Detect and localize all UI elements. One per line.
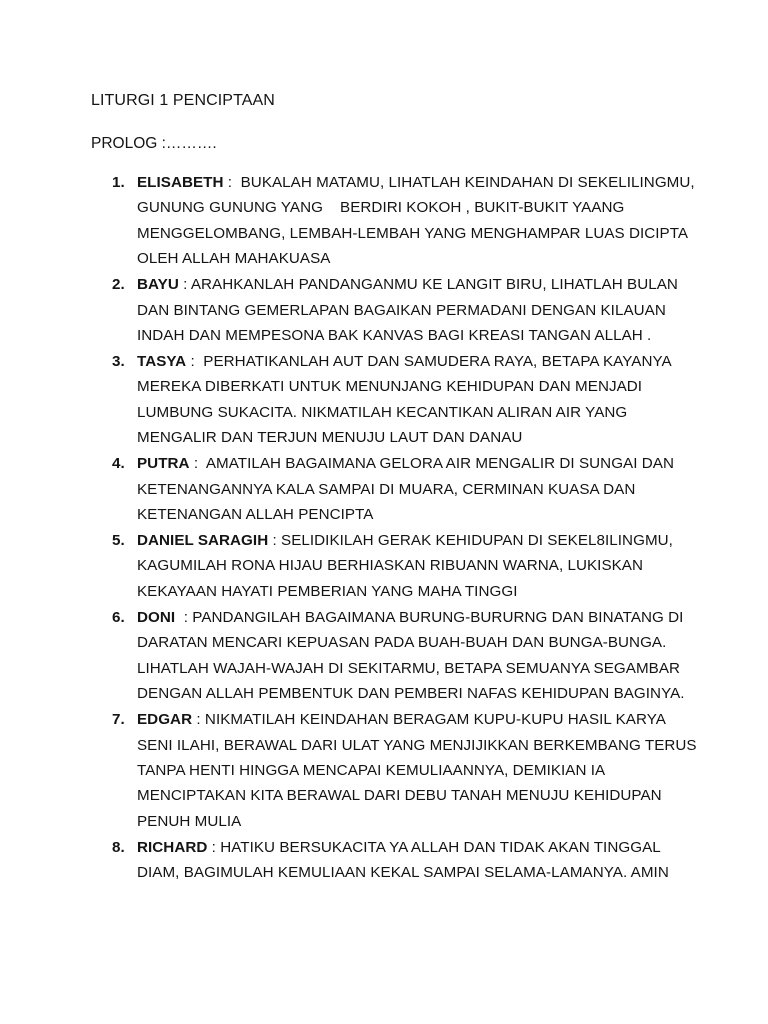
speaker-name: RICHARD — [137, 838, 208, 856]
speaker-text: HATIKU BERSUKACITA YA ALLAH DAN TIDAK AKAN TINGGAL — [220, 838, 661, 856]
document-title: LITURGI 1 PENCIPTAAN — [91, 92, 275, 109]
item-number: 6. — [112, 608, 125, 626]
speaker-name: BAYU — [137, 276, 179, 294]
speaker-text: PANDANGILAH BAGAIMANA BURUNG-BURURNG DAN BINATANG DI — [192, 608, 684, 626]
speaker-separator: : — [186, 353, 204, 371]
speaker-separator: : — [223, 174, 241, 191]
item-text-line: GUNUNG GUNUNG YANG BERDIRI KOKOH , BUKIT-BUKIT YAANG — [137, 199, 625, 217]
list-item — [0, 707, 697, 834]
speaker-text: NIKMATILAH KEINDAHAN BERAGAM KUPU-KUPU HASIL KARYA — [204, 711, 666, 729]
item-text-line: MENCIPTAKAN KITA BERAWAL DARI DEBU TANAH MENUJU KEHIDUPAN — [137, 787, 662, 805]
item-text-line: KAGUMILAH RONA HIJAU BERHIASKAN RIBUANN WARNA, LUKISKAN — [137, 557, 644, 575]
item-text-line: SENI ILAHI, BERAWAL DARI ULAT YANG MENJIJIKKAN BERKEMBANG TERUS — [137, 736, 697, 754]
item-number: 7. — [112, 711, 125, 729]
speaker-separator: : — [189, 455, 206, 473]
item-number: 2. — [112, 276, 125, 294]
list-item — [0, 451, 697, 527]
item-number: 8. — [112, 838, 125, 856]
item-text-line: KETENANGANNYA KALA SAMPAI DI MUARA, CERMINAN KUASA DAN — [137, 480, 636, 498]
item-number: 4. — [112, 455, 125, 473]
liturgy-list — [0, 170, 768, 886]
item-text-line: OLEH ALLAH MAHAKUASA — [137, 250, 331, 268]
item-text-line: INDAH DAN MEMPESONA BAK KANVAS BAGI KREASI TANGAN ALLAH . — [137, 327, 652, 345]
item-text-line: PENUH MULIA — [137, 812, 242, 830]
list-item — [0, 349, 697, 451]
item-number: 3. — [112, 353, 125, 371]
item-text-line — [137, 349, 697, 374]
item-text-line — [137, 272, 697, 297]
speaker-text: BUKALAH MATAMU, LIHATLAH KEINDAHAN DI SEKELILINGMU, — [240, 174, 695, 191]
speaker-text: AMATILAH BAGAIMANA GELORA AIR MENGALIR DI SUNGAI DAN — [205, 455, 674, 473]
speaker-name: DANIEL SARAGIH — [137, 532, 269, 550]
speaker-name: TASYA — [137, 353, 187, 371]
item-text-line: LUMBUNG SUKACITA. NIKMATILAH KECANTIKAN ALIRAN AIR YANG — [137, 403, 628, 421]
speaker-name: ELISABETH — [137, 174, 224, 191]
item-text-line: MENGALIR DAN TERJUN MENUJU LAUT DAN DANAU — [137, 429, 523, 447]
item-text-line — [137, 707, 697, 732]
item-number: 5. — [112, 532, 125, 550]
speaker-separator: : — [192, 711, 205, 729]
speaker-name: DONI — [137, 608, 176, 626]
item-text-line — [137, 170, 697, 195]
speaker-name: EDGAR — [137, 711, 193, 729]
item-number: 1. — [112, 174, 125, 191]
speaker-separator: : — [207, 838, 221, 856]
item-text-line — [137, 835, 697, 860]
speaker-text: SELIDIKILAH GERAK KEHIDUPAN DI SEKEL8ILINGMU, — [281, 532, 673, 550]
item-text-line: DARATAN MENCARI KEPUASAN PADA BUAH-BUAH DAN BUNGA-BUNGA. — [137, 634, 667, 652]
item-text-line — [137, 451, 697, 476]
speaker-name: PUTRA — [137, 455, 190, 473]
list-item — [0, 272, 697, 348]
item-text-line — [137, 528, 697, 553]
item-text-line: DENGAN ALLAH PEMBENTUK DAN PEMBERI NAFAS KEHIDUPAN BAGINYA. — [137, 685, 685, 703]
item-text-line: DIAM, BAGIMULAH KEMULIAAN KEKAL SAMPAI SELAMA-LAMANYA. AMIN — [137, 864, 669, 882]
list-item — [0, 528, 697, 604]
speaker-separator: : — [268, 532, 282, 550]
list-item — [0, 835, 697, 886]
item-text-line — [137, 605, 697, 630]
prolog-line: PROLOG :………. — [91, 135, 217, 152]
item-text-line: KEKAYAAN HAYATI PEMBERIAN YANG MAHA TINGGI — [137, 582, 518, 600]
item-text-line: MEREKA DIBERKATI UNTUK MENUNJANG KEHIDUPAN DAN MENJADI — [137, 378, 643, 396]
item-text-line: LIHATLAH WAJAH-WAJAH DI SEKITARMU, BETAPA SEMUANYA SEGAMBAR — [137, 659, 681, 677]
speaker-separator: : — [178, 276, 191, 294]
speaker-text: ARAHKANLAH PANDANGANMU KE LANGIT BIRU, LIHATLAH BULAN — [190, 276, 678, 294]
item-text-line: TANPA HENTI HINGGA MENCAPAI KEMULIAANNYA, DEMIKIAN IA — [137, 761, 606, 779]
item-text-line: DAN BINTANG GEMERLAPAN BAGAIKAN PERMADANI DENGAN KILAUAN — [137, 301, 666, 319]
item-text-line: MENGGELOMBANG, LEMBAH-LEMBAH YANG MENGHAMPAR LUAS DICIPTA — [137, 224, 689, 242]
list-item — [0, 170, 697, 272]
speaker-text: PERHATIKANLAH AUT DAN SAMUDERA RAYA, BETAPA KAYANYA — [203, 353, 672, 371]
speaker-separator: : — [175, 608, 193, 626]
item-text-line: KETENANGAN ALLAH PENCIPTA — [137, 506, 374, 524]
list-item — [0, 605, 697, 707]
